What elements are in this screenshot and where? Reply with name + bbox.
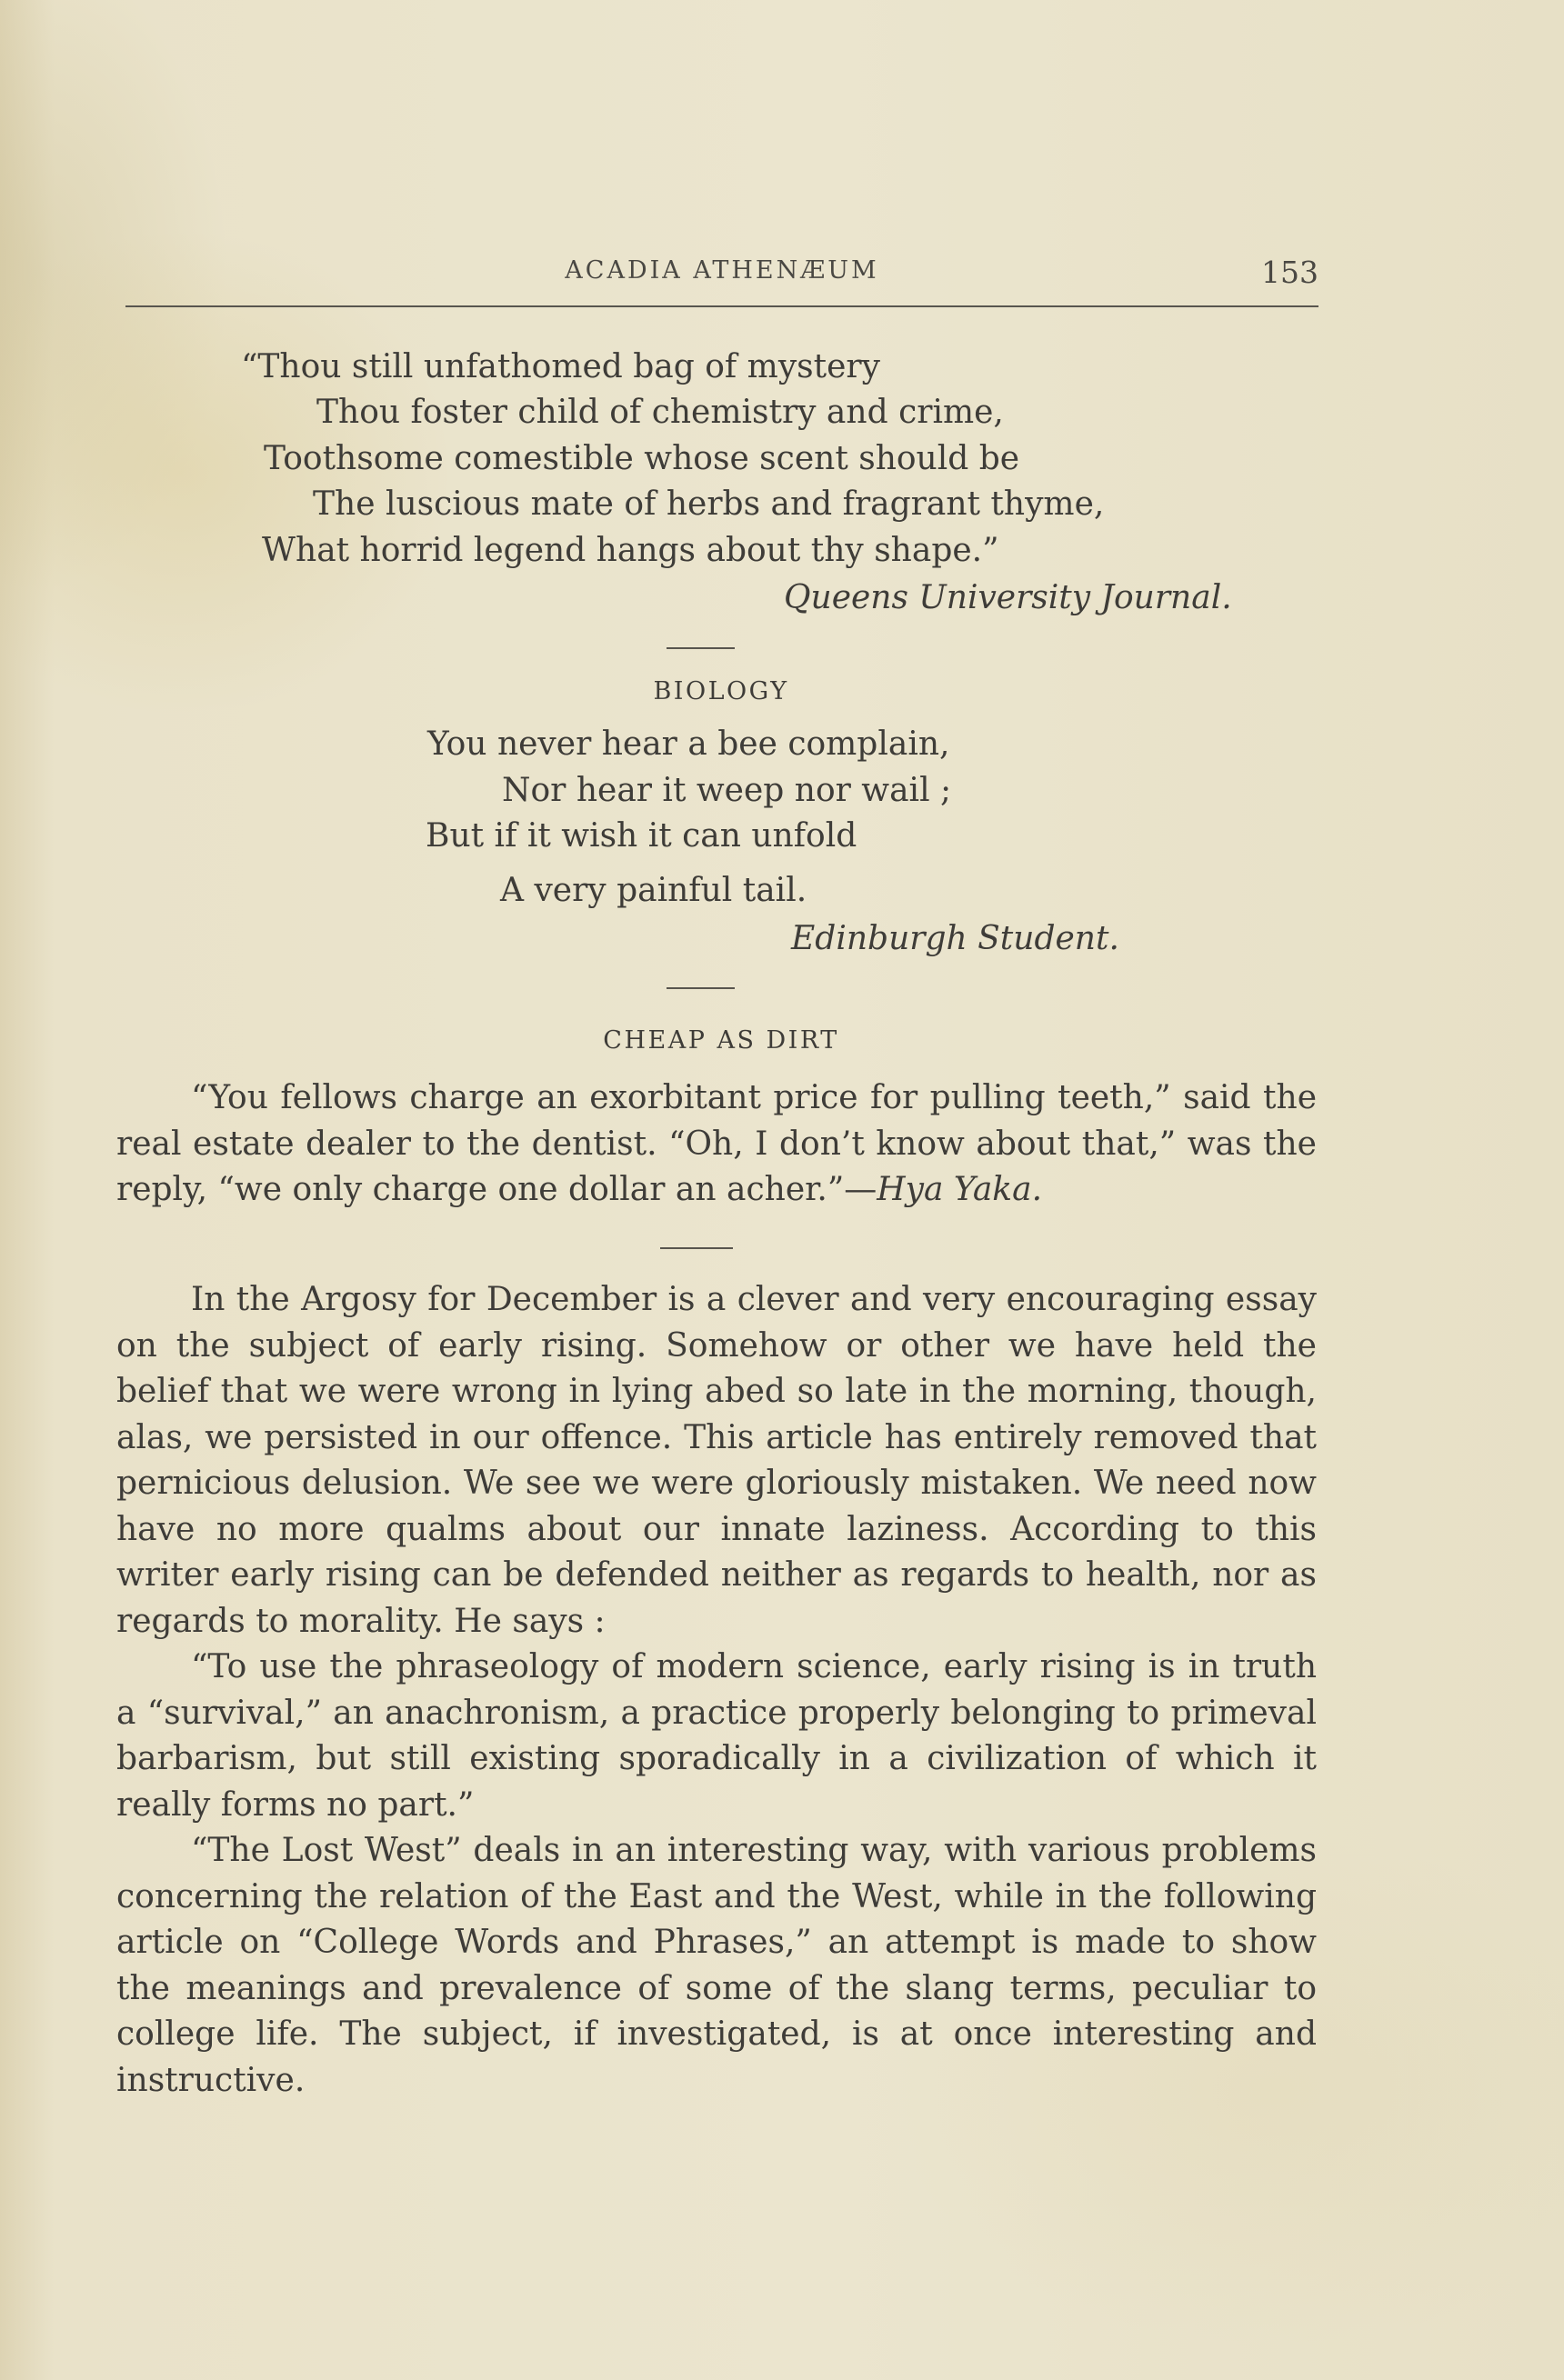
cheap-as-dirt-text xyxy=(116,1075,1317,1214)
poem1-line: Toothsome comestible whose scent should be xyxy=(264,440,1020,477)
section-divider xyxy=(667,987,735,989)
poem1-attribution: Queens University Journal. xyxy=(784,579,1232,616)
poem1-line: Thou foster child of chemistry and crime, xyxy=(316,394,1004,431)
biology-line: Nor hear it weep nor wail ; xyxy=(502,772,952,809)
page-number: 153 xyxy=(1261,255,1318,290)
biology-line: But if it wish it can unfold xyxy=(426,817,857,855)
biology-line: You never hear a bee complain, xyxy=(427,725,950,763)
cheap-as-dirt-source: Hya Yaka. xyxy=(877,1171,1043,1208)
argosy-paragraph: “The Lost West” deals in an interesting way, with various problems concerning the relation of the East and the West, while in the following article on “College Words and Phrases,” an attempt is made to show the meanings and prevalence of some of the slang terms, peculiar to college life. The subject, if investigated, is at once interesting and instructive. xyxy=(116,1832,1317,2099)
running-header xyxy=(125,256,1318,293)
argosy-quote-paragraph: “To use the phraseology of modern science, early rising is in truth a “survival,” an anachronism, a practice properly belonging to primeval barbarism, but still existing sporadically in a civilization of which it really forms no part.” xyxy=(116,1648,1317,1824)
section-divider xyxy=(667,647,735,649)
poem1-line: What horrid legend hangs about thy shape.” xyxy=(262,532,999,569)
poem1-line: The luscious mate of herbs and fragrant thyme, xyxy=(313,485,1105,523)
cheap-as-dirt-title: CHEAP AS DIRT xyxy=(603,1026,839,1055)
biology-line: A very painful tail. xyxy=(500,872,807,909)
poem1-line: “Thou still unfathomed bag of mystery xyxy=(241,348,880,385)
header-rule xyxy=(125,305,1318,307)
argosy-paragraph: In the Argosy for December is a clever and very encouraging essay on the subject of early rising. Somehow or other we have held the belief that we were wrong in lying abed so late in the morning, though, alas, we persisted in our offence. This article has entirely removed that pernicious delusion. We see we were gloriously mistaken. We need now have no more qualms about our innate laziness. According to this writer early rising can be defended neither as regards to health, nor as regards to morality. He says : xyxy=(116,1281,1317,1640)
running-title: ACADIA ATHENÆUM xyxy=(565,256,879,285)
biology-title: BIOLOGY xyxy=(653,677,789,705)
argosy-review xyxy=(116,1277,1317,2104)
cheap-as-dirt-body: “You fellows charge an exorbitant price for pulling teeth,” said the real estate dealer to the dentist. “Oh, I don’t know about that,” was the reply, “we only charge one dollar an acher.”— xyxy=(116,1079,1317,1208)
section-divider xyxy=(660,1247,733,1249)
biology-attribution: Edinburgh Student. xyxy=(791,920,1119,957)
